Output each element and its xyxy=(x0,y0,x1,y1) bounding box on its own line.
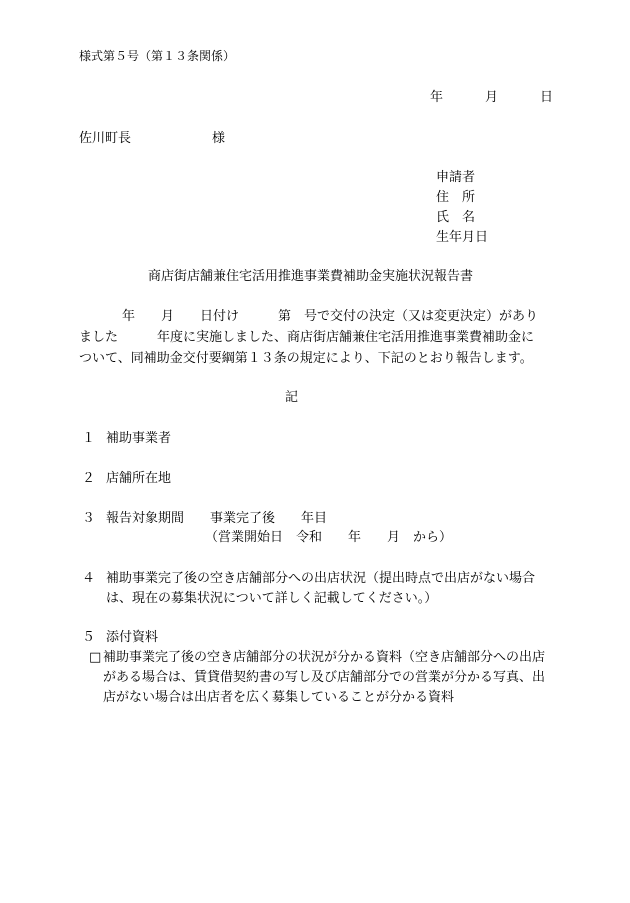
date-month: 月 xyxy=(485,90,499,105)
body-line-1: 年 月 日付け 第 号で交付の決定（又は変更決定）があり xyxy=(122,309,539,324)
item-4-number: ４ xyxy=(82,571,96,586)
applicant-title: 申請者 xyxy=(436,170,476,185)
attachment-line-3: 店がない場合は出店者を広く募集していることが分かる資料 xyxy=(103,690,455,705)
applicant-name: 氏 名 xyxy=(436,210,476,225)
item-5-text: 添付資料 xyxy=(106,630,159,645)
attachment-line-2: がある場合は、賃貸借契約書の写し及び店舗部分での営業が分かる写真、出 xyxy=(103,670,546,685)
applicant-birthdate: 生年月日 xyxy=(436,230,489,245)
item-3-number: ３ xyxy=(82,511,96,526)
addressee-name: 佐川町長 xyxy=(79,131,132,146)
item-2-text: 店舗所在地 xyxy=(106,471,172,486)
date-year: 年 xyxy=(430,90,444,105)
applicant-address: 住 所 xyxy=(436,190,476,205)
attachment-line-1: 補助事業完了後の空き店舗部分の状況が分かる資料（空き店舗部分への出店 xyxy=(103,650,546,665)
item-3-subtext: （営業開始日 令和 年 月 から） xyxy=(205,530,453,545)
date-day: 日 xyxy=(540,90,554,105)
item-2-number: ２ xyxy=(82,471,96,486)
body-line-2: ました 年度に実施しました、商店街店舗兼住宅活用推進事業費補助金に xyxy=(79,330,535,345)
item-4-subtext: は、現在の募集状況について詳しく記載してください。） xyxy=(106,591,438,606)
form-label: 様式第５号（第１３条関係） xyxy=(79,49,236,63)
addressee-honorific: 様 xyxy=(212,131,226,146)
item-4-text: 補助事業完了後の空き店舗部分への出店状況（提出時点で出店がない場合 xyxy=(106,571,536,586)
item-3-text: 報告対象期間 事業完了後 年目 xyxy=(106,511,328,526)
document-title: 商店街店舗兼住宅活用推進事業費補助金実施状況報告書 xyxy=(148,269,474,284)
attachment-checkbox[interactable]: □ xyxy=(89,650,102,665)
body-line-3: ついて、同補助金交付要綱第１３条の規定により、下記のとおり報告します。 xyxy=(79,351,533,366)
item-1-number: １ xyxy=(82,431,96,446)
item-1-text: 補助事業者 xyxy=(106,431,172,446)
item-5-number: ５ xyxy=(82,630,96,645)
ki-heading: 記 xyxy=(285,390,299,405)
